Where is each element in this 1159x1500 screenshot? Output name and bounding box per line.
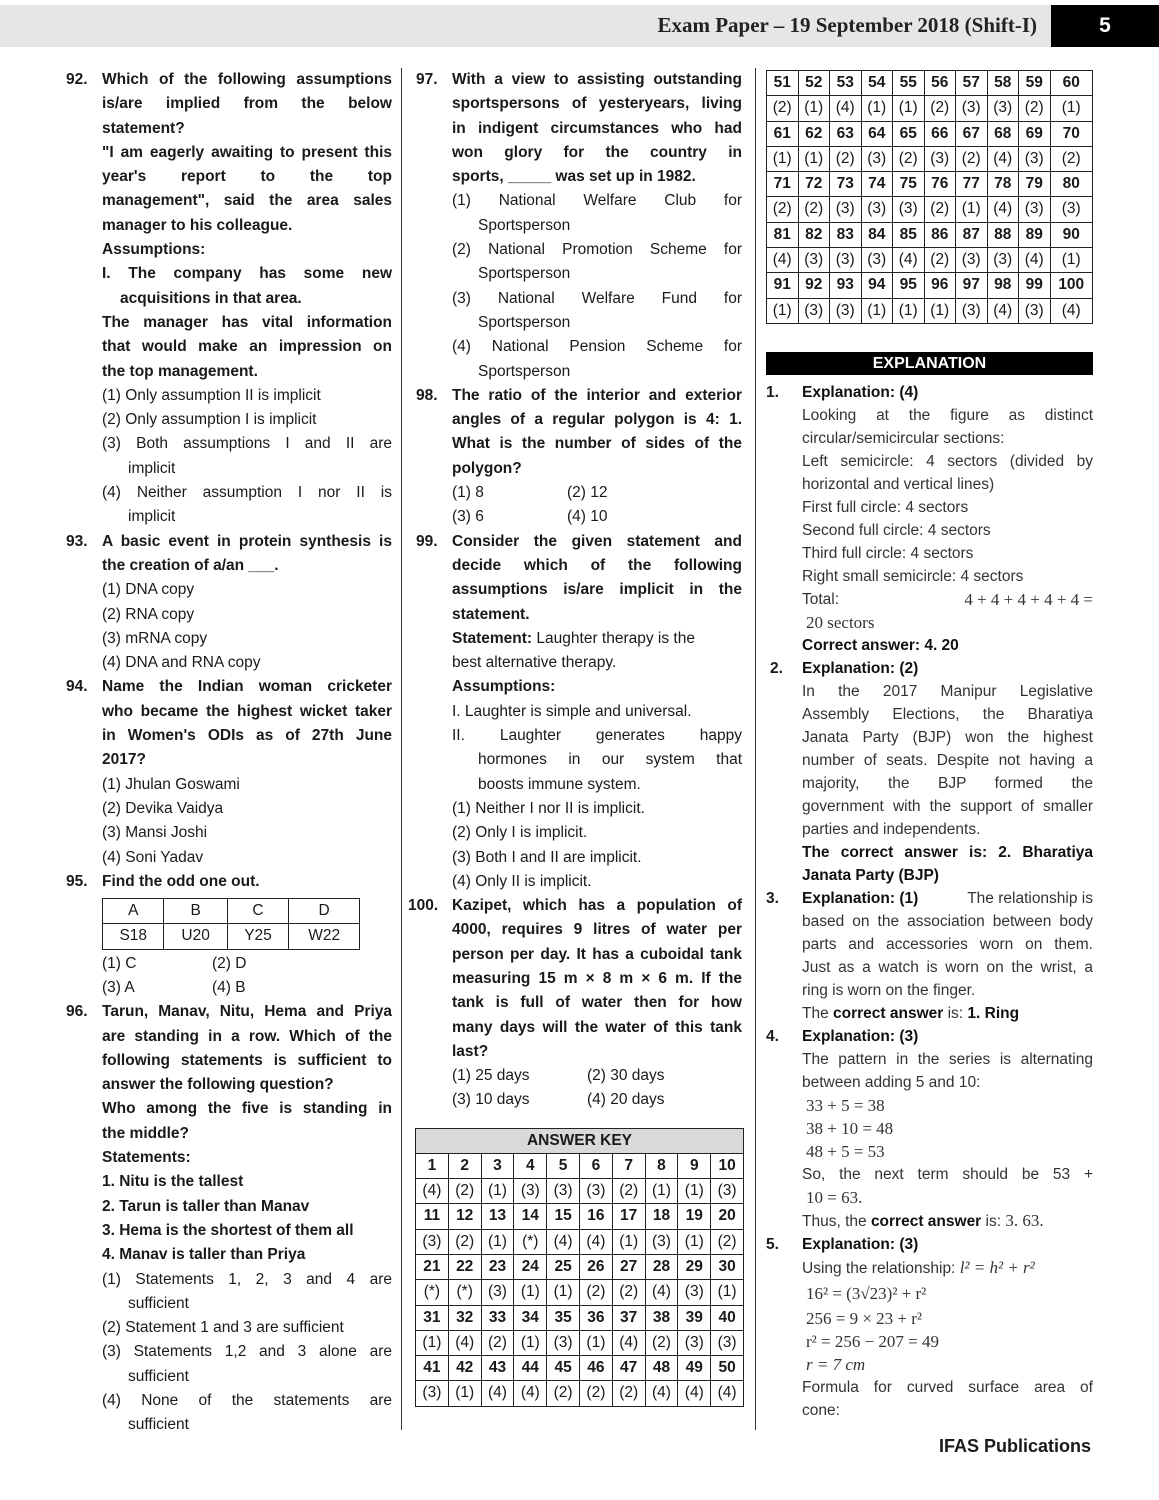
answer-key-answer: (2) bbox=[579, 1381, 612, 1406]
answer-key-question-number: 19 bbox=[678, 1204, 711, 1229]
question-99: 99. Consider the given statement and decide which of the following assumptions is/are implicit in the statement. Statement: Laughter therapy is the best alternative therapy. Assumptions: I. Laughter is simple and universal. II. Laughter generates happy hormones in our system that boosts immune system. (1) Neither I nor II is implicit. (2) Only I is implicit. (3) Both I and II are implicit. (4) Only II is implicit. bbox=[416, 532, 742, 890]
answer-key-answer: (2) bbox=[1019, 96, 1051, 121]
answer-key-answer: (3) bbox=[579, 1179, 612, 1204]
answer-key-answer: (*) bbox=[448, 1280, 481, 1305]
answer-key-answer: (1) bbox=[767, 146, 799, 171]
answer-key-question-number: 79 bbox=[1019, 172, 1051, 197]
answer-key-answer: (3) bbox=[678, 1330, 711, 1355]
answer-key-question-number: 38 bbox=[645, 1305, 678, 1330]
option: (1) DNA copy bbox=[102, 581, 195, 599]
answer-key-question-number: 90 bbox=[1050, 222, 1093, 247]
explanation-4: 4. Explanation: (3) The pattern in the series is alternating between adding 5 and 10: 33 + 5 = 38 38 + 10 = 48 48 + 5 = 53 So, the next term should be 53 + 10 = 63. Thus, the correct answer is: 3. 63. bbox=[766, 1027, 1093, 1230]
answer-key-question-number: 97 bbox=[956, 273, 988, 298]
answer-key-question-number: 41 bbox=[416, 1356, 449, 1381]
answer-key-answer: (1) bbox=[861, 96, 893, 121]
answer-key-question-number: 25 bbox=[547, 1254, 580, 1279]
publisher-footer: IFAS Publications bbox=[938, 1436, 1091, 1456]
answer-key-question-number: 98 bbox=[987, 273, 1019, 298]
answer-key-answer: (2) bbox=[547, 1381, 580, 1406]
answer-key-answer: (4) bbox=[1050, 298, 1093, 323]
column-divider-1 bbox=[401, 68, 402, 1430]
answer-key-question-number: 34 bbox=[514, 1305, 547, 1330]
option: (3) Mansi Joshi bbox=[102, 824, 208, 842]
answer-key-question-number: 20 bbox=[711, 1204, 744, 1229]
answer-key-answer: (4) bbox=[678, 1381, 711, 1406]
option: (3) mRNA copy bbox=[102, 629, 208, 647]
answer-key-question-number: 63 bbox=[830, 121, 862, 146]
question-96: 96. Tarun, Manav, Nitu, Hema and Priya are standing in a row. Which of the following statements is sufficient to answer the following question? Who among the five is standing in the middle? Statements: 1. Nitu is the tallest 2. Tarun is taller than Manav 3. Hema is the shortest of them all 4. Manav is taller than Priya (1) Statements 1, 2, 3 and 4 are sufficient (2) Statement 1 and 3 are sufficient (3) Statements 1,2 and 3 alone are sufficient (4) None of the statements are sufficient bbox=[66, 1003, 392, 1434]
answer-key-question-number: 39 bbox=[678, 1305, 711, 1330]
option: (1) Jhulan Goswami bbox=[102, 775, 240, 793]
odd-one-out-table: A B C D S18 U20 Y25 W22 bbox=[102, 898, 360, 950]
answer-key-question-number: 67 bbox=[956, 121, 988, 146]
answer-key-answer: (2) bbox=[1050, 146, 1093, 171]
answer-key-answer: (2) bbox=[830, 146, 862, 171]
answer-key-question-number: 52 bbox=[798, 71, 830, 96]
answer-key-answer: (1) bbox=[678, 1179, 711, 1204]
answer-key-answer: (2) bbox=[924, 197, 956, 222]
answer-key-question-number: 87 bbox=[956, 222, 988, 247]
answer-key-question-number: 88 bbox=[987, 222, 1019, 247]
answer-key-question-number: 1 bbox=[416, 1153, 449, 1178]
answer-key-question-number: 15 bbox=[547, 1204, 580, 1229]
answer-key-question-number: 9 bbox=[678, 1153, 711, 1178]
answer-key-answer: (3) bbox=[830, 298, 862, 323]
answer-key-answer: (2) bbox=[767, 197, 799, 222]
answer-key-answer: (3) bbox=[830, 197, 862, 222]
answer-key-answer: (3) bbox=[798, 248, 830, 273]
explanation-1: 1. Explanation: (4) Looking at the figure as distinct circular/semicircular sections: Left semicircle: 4 sectors (divided by horizontal and vertical lines) First full circle: 4 sectors Second full circle: 4 sectors Third full circle: 4 sectors Right small semicircle: 4 sectors Total: 4 + 4 + 4 + 4 + 4 = 20 sectors Correct answer: 4. 20 bbox=[766, 383, 1093, 654]
answer-key-question-number: 8 bbox=[645, 1153, 678, 1178]
answer-key-question-number: 28 bbox=[645, 1254, 678, 1279]
answer-key-question-number: 89 bbox=[1019, 222, 1051, 247]
answer-key-answer: (3) bbox=[711, 1179, 744, 1204]
answer-key-answer: (3) bbox=[547, 1179, 580, 1204]
option: (1) Only assumption II is implicit bbox=[102, 386, 321, 404]
answer-key-question-number: 75 bbox=[893, 172, 925, 197]
answer-key-question-number: 29 bbox=[678, 1254, 711, 1279]
answer-key-question-number: 69 bbox=[1019, 121, 1051, 146]
answer-key-answer: (1) bbox=[448, 1381, 481, 1406]
answer-key-answer: (2) bbox=[481, 1330, 514, 1355]
answer-key-answer: (3) bbox=[861, 146, 893, 171]
answer-key-answer: (1) bbox=[924, 298, 956, 323]
answer-key-answer: (4) bbox=[711, 1381, 744, 1406]
column-1 bbox=[66, 68, 392, 1438]
answer-key-question-number: 33 bbox=[481, 1305, 514, 1330]
answer-key-answer: (1) bbox=[514, 1330, 547, 1355]
answer-key-question-number: 42 bbox=[448, 1356, 481, 1381]
answer-key-answer: (1) bbox=[767, 298, 799, 323]
answer-key-answer: (3) bbox=[514, 1179, 547, 1204]
answer-key-answer: (1) bbox=[481, 1179, 514, 1204]
answer-key-question-number: 93 bbox=[830, 273, 862, 298]
answer-key-answer: (4) bbox=[612, 1330, 645, 1355]
answer-key-question-number: 76 bbox=[924, 172, 956, 197]
answer-key-answer: (*) bbox=[416, 1280, 449, 1305]
answer-key-question-number: 54 bbox=[861, 71, 893, 96]
answer-key-question-number: 92 bbox=[798, 273, 830, 298]
answer-key-question-number: 40 bbox=[711, 1305, 744, 1330]
answer-key-question-number: 11 bbox=[416, 1204, 449, 1229]
column-divider-2 bbox=[755, 68, 756, 1430]
option: (2) RNA copy bbox=[102, 605, 195, 623]
answer-key-question-number: 12 bbox=[448, 1204, 481, 1229]
answer-key-answer: (3) bbox=[416, 1229, 449, 1254]
answer-key-answer: (3) bbox=[861, 197, 893, 222]
answer-key-question-number: 100 bbox=[1050, 273, 1093, 298]
answer-key-question-number: 44 bbox=[514, 1356, 547, 1381]
answer-key-answer: (2) bbox=[645, 1330, 678, 1355]
answer-key-answer: (2) bbox=[579, 1280, 612, 1305]
answer-key-question-number: 66 bbox=[924, 121, 956, 146]
answer-key-question-number: 50 bbox=[711, 1356, 744, 1381]
answer-key-answer: (2) bbox=[612, 1280, 645, 1305]
answer-key-question-number: 23 bbox=[481, 1254, 514, 1279]
answer-key-answer: (4) bbox=[645, 1280, 678, 1305]
answer-key-answer: (1) bbox=[579, 1330, 612, 1355]
answer-key-answer: (1) bbox=[798, 146, 830, 171]
answer-key-answer: (1) bbox=[893, 298, 925, 323]
answer-key-answer: (1) bbox=[798, 96, 830, 121]
answer-key bbox=[415, 1128, 744, 1407]
answer-key-question-number: 86 bbox=[924, 222, 956, 247]
question-92: 92. Which of the following assumptions is/are implied from the below statement? "I am eagerly awaiting to present this year's report to the top management", said the area sales manager to his colleague. Assumptions: I. The company has some new acquisitions in that area. The manager has vital information that would make an impression on the top management. (1) Only assumption II is implicit (2) Only assumption I is implicit (3) Both assumptions I and II are implicit (4) Neither assumption I nor II is implicit bbox=[66, 71, 392, 526]
answer-key-answer: (4) bbox=[514, 1381, 547, 1406]
answer-key-question-number: 26 bbox=[579, 1254, 612, 1279]
answer-key-question-number: 3 bbox=[481, 1153, 514, 1178]
answer-key-question-number: 77 bbox=[956, 172, 988, 197]
answer-key-question-number: 59 bbox=[1019, 71, 1051, 96]
answer-key-answer: (2) bbox=[893, 146, 925, 171]
answer-key-answer: (3) bbox=[987, 96, 1019, 121]
answer-key-answer: (4) bbox=[1019, 248, 1051, 273]
answer-key-question-number: 30 bbox=[711, 1254, 744, 1279]
answer-key-question-number: 35 bbox=[547, 1305, 580, 1330]
answer-key-question-number: 81 bbox=[767, 222, 799, 247]
answer-key-question-number: 82 bbox=[798, 222, 830, 247]
answer-key-question-number: 78 bbox=[987, 172, 1019, 197]
option: (4) DNA and RNA copy bbox=[102, 654, 261, 672]
page-header bbox=[0, 5, 1159, 47]
answer-key-answer: (3) bbox=[1050, 197, 1093, 222]
answer-key-answer: (4) bbox=[579, 1229, 612, 1254]
question-95: 95. Find the odd one out. A B C D S18 U20 Y25 W22 (1) C (2) D (3) A (4) B bbox=[66, 870, 392, 1000]
answer-key-answer: (3) bbox=[416, 1381, 449, 1406]
answer-key-answer: (1) bbox=[416, 1330, 449, 1355]
answer-key-question-number: 14 bbox=[514, 1204, 547, 1229]
answer-key-question-number: 72 bbox=[798, 172, 830, 197]
answer-key-answer: (2) bbox=[798, 197, 830, 222]
answer-key-question-number: 45 bbox=[547, 1356, 580, 1381]
answer-key-question-number: 49 bbox=[678, 1356, 711, 1381]
answer-key-question-number: 51 bbox=[767, 71, 799, 96]
answer-key-question-number: 62 bbox=[798, 121, 830, 146]
answer-key-question-number: 85 bbox=[893, 222, 925, 247]
answer-key-answer: (3) bbox=[830, 248, 862, 273]
answer-key-question-number: 17 bbox=[612, 1204, 645, 1229]
answer-key-question-number: 80 bbox=[1050, 172, 1093, 197]
answer-key-answer: (1) bbox=[711, 1280, 744, 1305]
answer-key-answer: (1) bbox=[514, 1280, 547, 1305]
answer-key-question-number: 37 bbox=[612, 1305, 645, 1330]
answer-key-answer: (1) bbox=[547, 1280, 580, 1305]
option: (2) Devika Vaidya bbox=[102, 799, 224, 817]
answer-key-answer: (3) bbox=[956, 96, 988, 121]
answer-key-answer: (3) bbox=[481, 1280, 514, 1305]
explanation-3: 3. Explanation: (1) The relationship is based on the association between body parts and accessories worn on them. Just as a watch is worn on the wrist, a ring is worn on the finger. The correct answer is: 1. Ring bbox=[766, 889, 1093, 1022]
answer-key-answer: (3) bbox=[798, 298, 830, 323]
question-100: 100. Kazipet, which has a population of 4000, requires 9 litres of water per person per day. It has a cuboidal tank measuring 15 m × 8 m × 6 m. If the tank is full of water then for how many days will the water of this tank last? (1) 25 days (2) 30 days (3) 10 days (4) 20 days bbox=[408, 897, 742, 1109]
answer-key-question-number: 91 bbox=[767, 273, 799, 298]
answer-key-answer: (4) bbox=[987, 146, 1019, 171]
answer-key-answer: (3) bbox=[924, 146, 956, 171]
answer-key-question-number: 5 bbox=[547, 1153, 580, 1178]
exam-paper-title: Exam Paper – 19 September 2018 (Shift-I) bbox=[657, 13, 1037, 37]
answer-key-answer: (4) bbox=[547, 1229, 580, 1254]
answer-key-answer: (1) bbox=[861, 298, 893, 323]
option: (4) Soni Yadav bbox=[102, 848, 204, 866]
answer-key-question-number: 47 bbox=[612, 1356, 645, 1381]
answer-key-answer: (3) bbox=[956, 298, 988, 323]
answer-key-answer: (4) bbox=[893, 248, 925, 273]
answer-key-answer: (2) bbox=[956, 146, 988, 171]
answer-key-answer: (3) bbox=[861, 248, 893, 273]
answer-key-answer: (1) bbox=[956, 197, 988, 222]
answer-key-answer: (4) bbox=[830, 96, 862, 121]
answer-key-question-number: 64 bbox=[861, 121, 893, 146]
answer-key-question-number: 73 bbox=[830, 172, 862, 197]
column-3 bbox=[766, 68, 1093, 1422]
answer-key-answer: (2) bbox=[448, 1179, 481, 1204]
answer-key-table-2 bbox=[766, 70, 1093, 324]
answer-key-question-number: 4 bbox=[514, 1153, 547, 1178]
answer-key-question-number: 22 bbox=[448, 1254, 481, 1279]
answer-key-answer: (4) bbox=[416, 1179, 449, 1204]
answer-key-question-number: 61 bbox=[767, 121, 799, 146]
answer-key-answer: (1) bbox=[678, 1229, 711, 1254]
answer-key-answer: (3) bbox=[956, 248, 988, 273]
answer-key-answer: (4) bbox=[448, 1330, 481, 1355]
answer-key-answer: (1) bbox=[481, 1229, 514, 1254]
answer-key-answer: (2) bbox=[767, 96, 799, 121]
answer-key-answer: (1) bbox=[645, 1179, 678, 1204]
answer-key-question-number: 36 bbox=[579, 1305, 612, 1330]
answer-key-question-number: 21 bbox=[416, 1254, 449, 1279]
answer-key-answer: (*) bbox=[514, 1229, 547, 1254]
answer-key-answer: (3) bbox=[1019, 298, 1051, 323]
explanation-title: EXPLANATION bbox=[766, 352, 1093, 375]
answer-key-answer: (1) bbox=[612, 1229, 645, 1254]
question-97: 97. With a view to assisting outstanding sportspersons of yesteryears, living in indigent circumstances who had won glory for the country in sports, _____ was set up in 1982. (1) National Welfare Club for Sportsperson (2) National Promotion Scheme for Sportsperson (3) National Welfare Fund for Sportsperson (4) National Pension Scheme for Sportsperson bbox=[416, 71, 742, 380]
answer-key-answer: (1) bbox=[1050, 248, 1093, 273]
answer-key-question-number: 46 bbox=[579, 1356, 612, 1381]
answer-key-question-number: 2 bbox=[448, 1153, 481, 1178]
answer-key-answer: (1) bbox=[1050, 96, 1093, 121]
answer-key-question-number: 58 bbox=[987, 71, 1019, 96]
answer-key-question-number: 65 bbox=[893, 121, 925, 146]
explanation-5: 5. Explanation: (3) Using the relationship: l² = h² + r² 16² = (3√23)² + r² 256 = 9 × 23 + r² r² = 256 − 207 = 49 r = 7 cm Formula for curved surface area of cone: bbox=[766, 1235, 1093, 1419]
answer-key-question-number: 55 bbox=[893, 71, 925, 96]
answer-key-question-number: 6 bbox=[579, 1153, 612, 1178]
answer-key-answer: (4) bbox=[987, 197, 1019, 222]
answer-key-answer: (2) bbox=[924, 96, 956, 121]
answer-key-question-number: 16 bbox=[579, 1204, 612, 1229]
page-number: 5 bbox=[1051, 5, 1159, 47]
answer-key-question-number: 68 bbox=[987, 121, 1019, 146]
answer-key-answer: (3) bbox=[893, 197, 925, 222]
answer-key-answer: (3) bbox=[987, 248, 1019, 273]
answer-key-answer: (3) bbox=[711, 1330, 744, 1355]
answer-key-question-number: 57 bbox=[956, 71, 988, 96]
answer-key-question-number: 71 bbox=[767, 172, 799, 197]
answer-key-question-number: 27 bbox=[612, 1254, 645, 1279]
answer-key-question-number: 43 bbox=[481, 1356, 514, 1381]
question-98: 98. The ratio of the interior and exterior angles of a regular polygon is 4: 1. What is the number of sides of the polygon? (1) 8 (2) 12 (3) 6 (4) 10 bbox=[416, 386, 742, 526]
answer-key-question-number: 96 bbox=[924, 273, 956, 298]
answer-key-question-number: 83 bbox=[830, 222, 862, 247]
answer-key-question-number: 84 bbox=[861, 222, 893, 247]
answer-key-question-number: 31 bbox=[416, 1305, 449, 1330]
answer-key-question-number: 60 bbox=[1050, 71, 1093, 96]
answer-key-question-number: 53 bbox=[830, 71, 862, 96]
answer-key-question-number: 13 bbox=[481, 1204, 514, 1229]
explanation-2: 2. Explanation: (2) In the 2017 Manipur Legislative Assembly Elections, the Bharatiya Janata Party (BJP) won the highest number of seats. Despite not having a majority, the BJP formed the government with the support of smaller parties and independents. The correct answer is: 2. Bharatiya Janata Party (BJP) bbox=[770, 659, 1093, 884]
answer-key-answer: (3) bbox=[1019, 146, 1051, 171]
option: (4) Neither assumption I nor II is bbox=[102, 484, 392, 502]
question-93: 93. A basic event in protein synthesis is the creation of a/an ___. (1) DNA copy (2) RNA copy (3) mRNA copy (4) DNA and RNA copy bbox=[66, 530, 392, 676]
answer-key-answer: (4) bbox=[481, 1381, 514, 1406]
question-94: 94. Name the Indian woman cricketer who became the highest wicket taker in Women's ODIs as of 27th June 2017? (1) Jhulan Goswami (2) Devika Vaidya (3) Mansi Joshi (4) Soni Yadav bbox=[66, 675, 392, 869]
answer-key-answer: (4) bbox=[987, 298, 1019, 323]
answer-key-question-number: 18 bbox=[645, 1204, 678, 1229]
answer-key-question-number: 74 bbox=[861, 172, 893, 197]
option: (3) Both assumptions I and II are bbox=[102, 435, 392, 453]
answer-key-question-number: 99 bbox=[1019, 273, 1051, 298]
answer-key-question-number: 48 bbox=[645, 1356, 678, 1381]
column-2 bbox=[410, 68, 742, 1407]
answer-key-question-number: 94 bbox=[861, 273, 893, 298]
answer-key-answer: (2) bbox=[924, 248, 956, 273]
answer-key-answer: (2) bbox=[612, 1381, 645, 1406]
answer-key-answer: (1) bbox=[893, 96, 925, 121]
answer-key-table-1 bbox=[415, 1153, 744, 1407]
answer-key-question-number: 10 bbox=[711, 1153, 744, 1178]
answer-key-answer: (4) bbox=[645, 1381, 678, 1406]
option: (2) Only assumption I is implicit bbox=[102, 411, 317, 429]
answer-key-question-number: 56 bbox=[924, 71, 956, 96]
answer-key-answer: (3) bbox=[645, 1229, 678, 1254]
answer-key-title: ANSWER KEY bbox=[415, 1128, 744, 1153]
answer-key-answer: (3) bbox=[547, 1330, 580, 1355]
answer-key-answer: (3) bbox=[678, 1280, 711, 1305]
answer-key-question-number: 7 bbox=[612, 1153, 645, 1178]
answer-key-answer: (2) bbox=[612, 1179, 645, 1204]
answer-key-answer: (3) bbox=[1019, 197, 1051, 222]
answer-key-question-number: 24 bbox=[514, 1254, 547, 1279]
answer-key-answer: (2) bbox=[448, 1229, 481, 1254]
answer-key-question-number: 95 bbox=[893, 273, 925, 298]
answer-key-answer: (2) bbox=[711, 1229, 744, 1254]
answer-key-question-number: 32 bbox=[448, 1305, 481, 1330]
answer-key-answer: (4) bbox=[767, 248, 799, 273]
answer-key-question-number: 70 bbox=[1050, 121, 1093, 146]
